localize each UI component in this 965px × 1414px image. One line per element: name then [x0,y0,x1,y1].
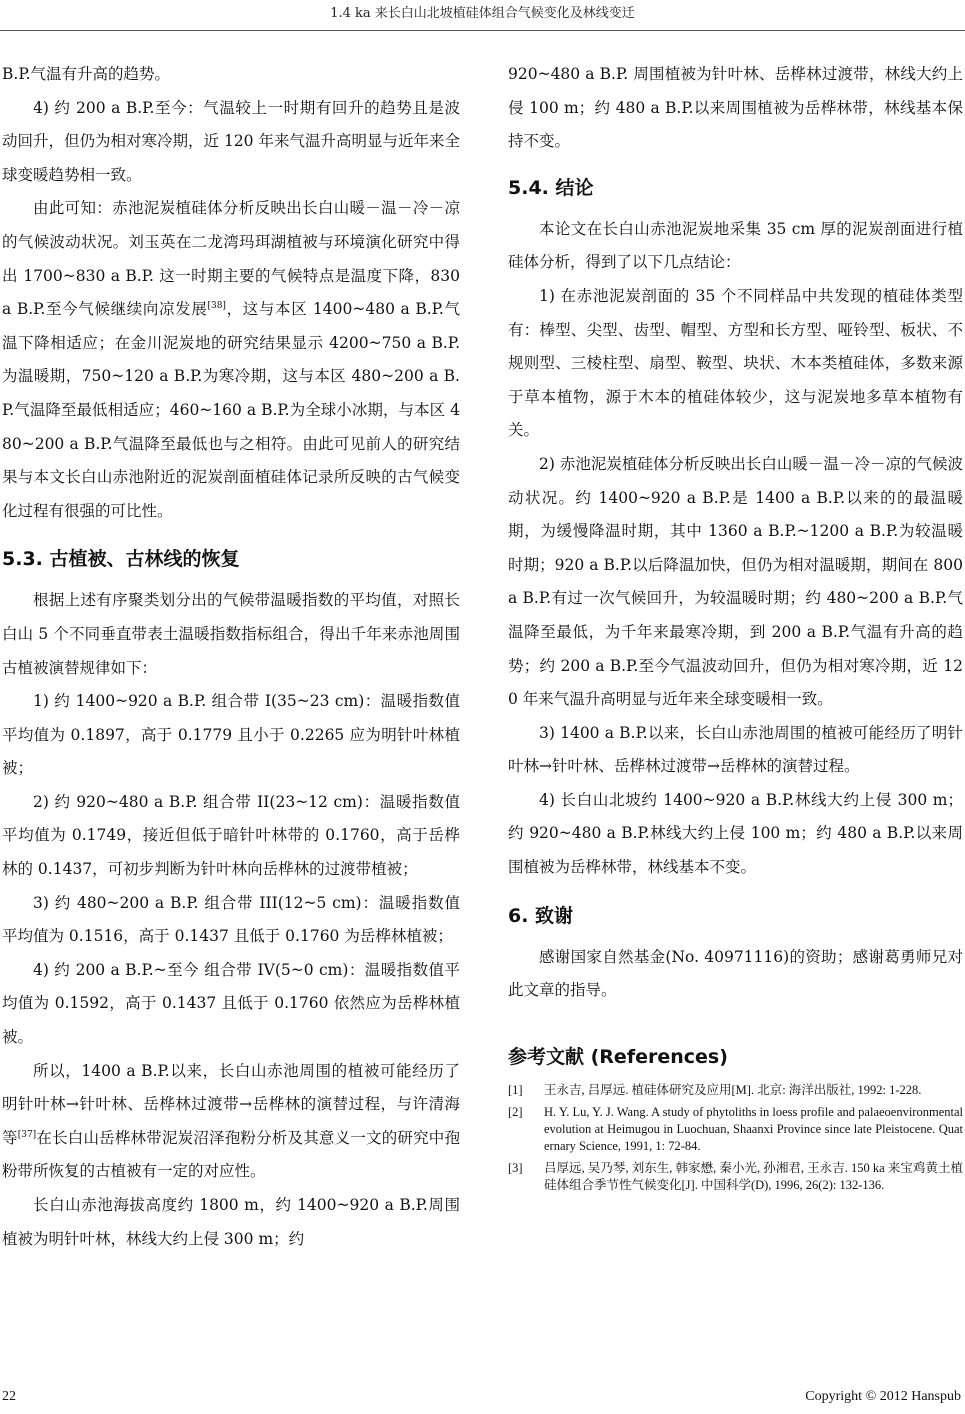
paragraph: 根据上述有序聚类划分出的气候带温暖指数的平均值，对照长白山 5 个不同垂直带表土温暖指数指标组合，得出千年来赤池周围古植被演替规律如下： [2,591,460,677]
section-heading-5-4: 5.4. 结论 [508,176,594,199]
reference-text: 吕厚远, 吴乃琴, 刘东生, 韩家懋, 秦小光, 孙湘君, 王永吉. 150 ka 来宝鸡黄土植硅体组合季节性气候变化[J]. 中国科学(D), 1996, 26(2): 132-136. [544,1160,963,1192]
paragraph: 4) 约 200 a B.P.至今：气温较上一时期有回升的趋势且是波动回升，但仍为相对寒冷期，近 120 年来气温升高明显与近年来全球变暖趋势相一致。 [2,98,460,184]
paragraph: 4) 约 200 a B.P.~至今 组合带 IV(5~0 cm)：温暖指数值平均值为 0.1592，高于 0.1437 且低于 0.1760 依然应为岳桦林植被。 [2,960,460,1047]
paragraph-text: 针叶林、岳桦林过渡带 [552,757,708,776]
reference-item [508,1160,963,1194]
paragraph-text: 3) 1400 a B.P.以来，长白山赤池周围的植被可能经历了明针叶林 [508,723,963,776]
paragraph: 1) 在赤池泥炭剖面的 35 个不同样品中共发现的植硅体类型有：棒型、尖型、齿型、帽型、方型和长方型、哑铃型、板状、不规则型、三棱柱型、扇型、鞍型、块状、木本类植硅体，多数来源于草本植物，源于木本的植硅体较少，这与泥炭地多草本植物有关。 [508,286,963,440]
references-list [508,1082,963,1194]
right-column [508,58,963,1199]
citation-38: [38] [207,301,226,311]
paragraph: 2) 赤池泥炭植硅体分析反映出长白山暖－温－冷－凉的气候波动状况。约 1400~920 a B.P.是 1400 a B.P.以来的的最温暖期，为缓慢降温时期，其中 1360 a B.P.~1200 a B.P.为较温暖时期；920 a B.P.以后降温加快，但仍为相对温暖期，期间在 800 a B.P.有过一次气候回升，为较温暖时期；约 480~200 a B.P.气温降至最低，为千年来最寒冷期，到 200 a B.P.气温有升高的趋势；约 200 a B.P.至今气温波动回升，但仍为相对寒冷期，近 120 年来气温升高明显与近年来全球变暖相一致。 [508,454,963,709]
section-heading-6: 6. 致谢 [508,904,574,927]
paragraph-text: 在长白山岳桦林带泥炭沼泽孢粉分析及其意义一文的研究中孢粉带所恢复的古植被有一定的对应性。 [2,1128,460,1181]
running-head: 1.4 ka 来长白山北坡植硅体组合气候变化及林线变迁 [330,6,635,21]
left-column [2,58,460,1256]
citation-37: [37] [17,1129,37,1140]
paragraph-text: 所以，1400 a B.P.以来，长白山赤池周围的植被可能经历了明针叶林 [2,1061,460,1114]
arrow-icon: → [65,1095,79,1114]
paragraph-text: 岳桦林的演替过程。 [720,757,860,776]
reference-number: [2] [508,1104,523,1119]
paragraph-text: 岳桦林的演替过程，与许清海等 [2,1095,460,1147]
paragraph: B.P.气温有升高的趋势。 [2,65,171,83]
reference-text: H. Y. Lu, Y. J. Wang. A study of phytoliths in loess profile and palaeoenvironmental evolution at Heimugou in Luochuan, Shaanxi Province since late Pleistocene. Quaternary Science, 1991, 1: 72-84. [544,1104,963,1153]
reference-item [508,1104,963,1155]
reference-number: [3] [508,1160,523,1175]
references-heading: 参考文献 (References) [508,1045,728,1068]
paragraph [2,1055,460,1189]
paragraph: 3) 约 480~200 a B.P. 组合带 III(12~5 cm)：温暖指数值平均值为 0.1516，高于 0.1437 且低于 0.1760 为岳桦林植被； [2,893,460,946]
paragraph: 本论文在长白山赤池泥炭地采集 35 cm 厚的泥炭剖面进行植硅体分析，得到了以下几点结论： [508,219,963,272]
paragraph-text: ，这与本区 1400~480 a B.P.气温下降相适应；在金川泥炭地的研究结果显示 4200~750 a B.P.为温暖期，750~120 a B.P.为寒冷期，这与本区 480~200 a B.P.气温降至最低相适应；460~160 a B.P.为全球小冰期，与本区 480~200 a B.P.气温降至最低也与之相符。由此可见前人的研究结果与本文长白山赤池附近的泥炭剖面植硅体记录所反映的古气候变化过程有很强的可比性。 [2,300,460,520]
paragraph: 4) 长白山北坡约 1400~920 a B.P.林线大约上侵 300 m；约 920~480 a B.P.林线大约上侵 100 m；约 480 a B.P.以来周围植被为岳桦林带，林线基本不变。 [508,790,963,877]
paragraph: 2) 约 920~480 a B.P. 组合带 II(23~12 cm)：温暖指数值平均值为 0.1749，接近但低于暗针叶林带的 0.1760，高于岳桦林的 0.1437，可初步判断为针叶林向岳桦林的过渡带植被； [2,792,460,879]
paragraph: 920~480 a B.P. 周围植被为针叶林、岳桦林过渡带，林线大约上侵 100 m；约 480 a B.P.以来周围植被为岳桦林带，林线基本保持不变。 [508,65,963,151]
paragraph-text: 针叶林、岳桦林过渡带 [78,1095,240,1114]
reference-number: [1] [508,1082,523,1097]
paragraph: 感谢国家自然基金(No. 40971116)的资助；感谢葛勇师兄对此文章的指导。 [508,947,963,1000]
paragraph: 1) 约 1400~920 a B.P. 组合带 I(35~23 cm)：温暖指数值平均值为 0.1897，高于 0.1779 且小于 0.2265 应为明针叶林植被； [2,692,460,778]
reference-text: 王永吉, 吕厚远. 植硅体研究及应用[M]. 北京: 海洋出版社, 1992: 1-228. [544,1082,922,1097]
arrow-icon: → [239,1095,253,1114]
arrow-icon: → [539,757,553,776]
copyright-notice: Copyright © 2012 Hanspub [805,1389,961,1404]
arrow-icon: → [707,757,721,776]
page-number: 22 [2,1389,16,1404]
paragraph [2,192,460,528]
reference-item [508,1082,963,1099]
paragraph-text: 由此可知：赤池泥炭植硅体分析反映出长白山暖－温－冷－凉的气候波动状况。刘玉英在二龙湾玛珥湖植被与环境演化研究中得出 1700~830 a B.P. 这一时期主要的气候特点是温度下降，830 a B.P.至今气候继续向凉发展 [2,199,460,319]
paragraph: 长白山赤池海拔高度约 1800 m，约 1400~920 a B.P.周围植被为明针叶林，林线大约上侵 300 m；约 [2,1196,460,1248]
header-rule [0,30,965,31]
paragraph [508,717,963,784]
section-heading-5-3: 5.3. 古植被、古林线的恢复 [2,548,240,571]
